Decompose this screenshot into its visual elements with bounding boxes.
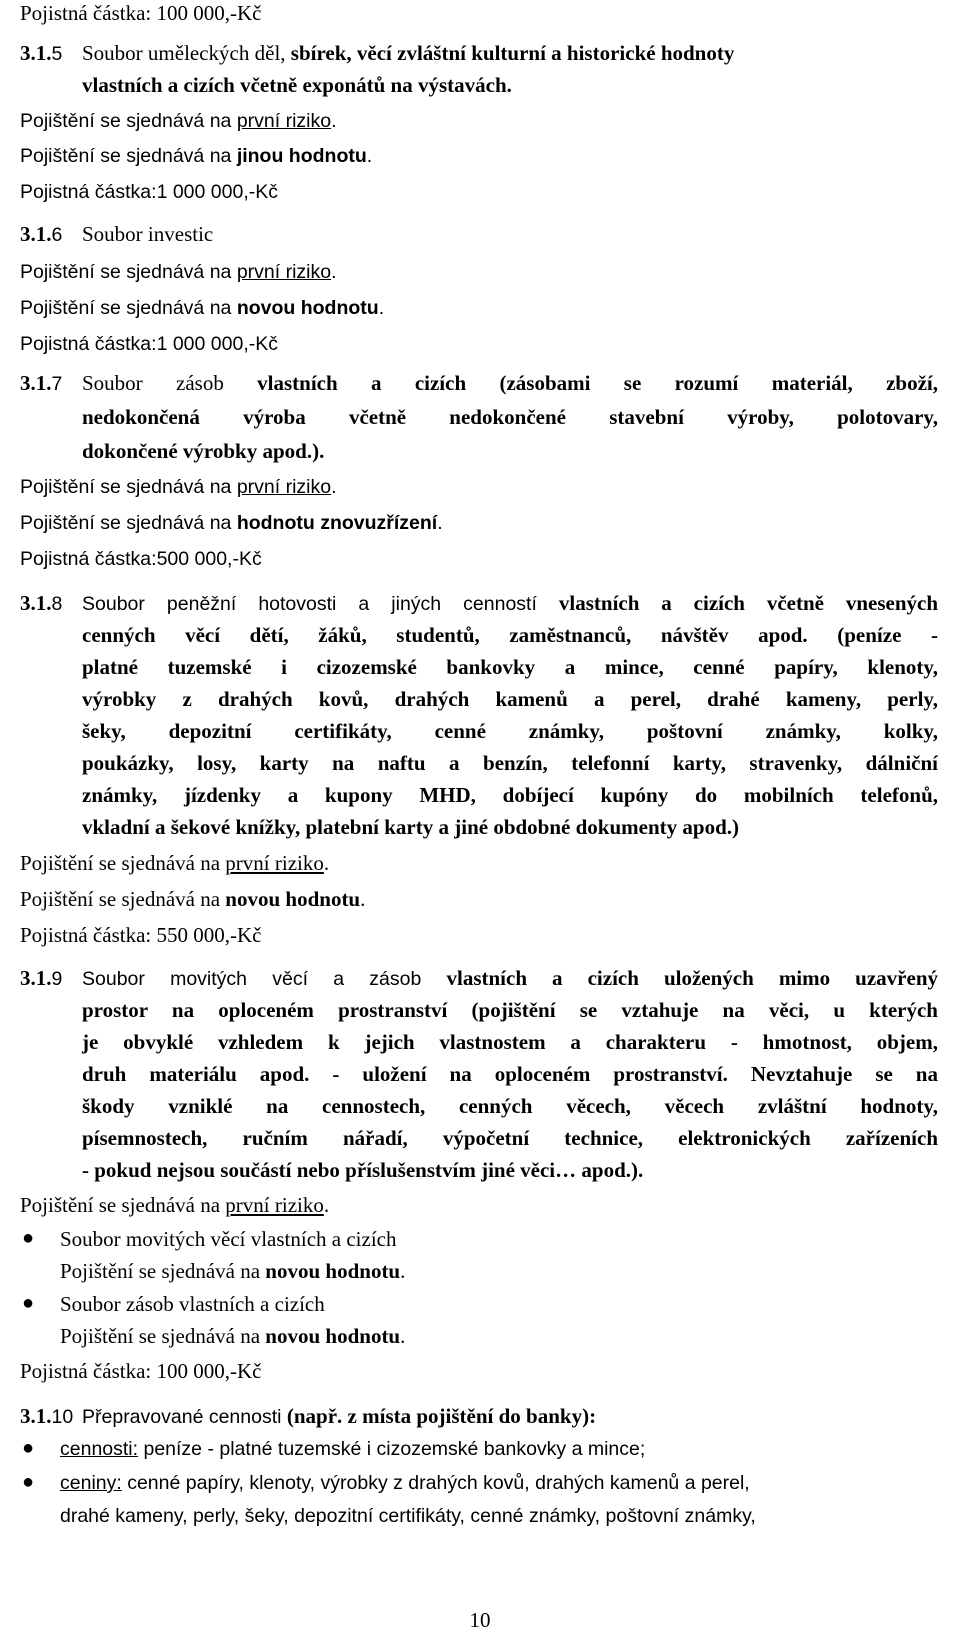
- bullet2-label: ceniny:: [60, 1472, 122, 1494]
- bullet-icon: ●: [22, 1437, 35, 1459]
- section-3-1-8-line6: poukázky, losy, karty na naftu a benzín, telefonní karty, stravenky, dálniční: [82, 751, 938, 775]
- risk-prefix: Pojištění se sjednává na: [20, 851, 226, 875]
- section-3-1-9-line4: druh materiálu apod. - uložení na oploceném prostranství. Nevztahuje se na: [82, 1062, 938, 1086]
- risk-dot: .: [323, 851, 330, 875]
- risk-dot: .: [323, 1193, 330, 1217]
- risk-dot: .: [331, 110, 337, 132]
- section-3-1-8-line8: vkladní a šekové knížky, platební karty a jiné obdobné dokumenty apod.): [82, 815, 739, 839]
- section-number-a: 3.1.: [20, 966, 52, 990]
- risk-prefix: Pojištění se sjednává na: [20, 476, 237, 498]
- value-prefix: Pojištění se sjednává na: [20, 145, 237, 167]
- top-amount-text: Pojistná částka: 100 000,-Kč: [20, 1, 262, 25]
- section-number: [20, 966, 62, 990]
- value-dot: .: [437, 512, 443, 534]
- section-3-1-5-title: [82, 40, 734, 66]
- s318-amount: Pojistná částka: 550 000,-Kč: [20, 923, 262, 947]
- bullet-icon: ●: [22, 1292, 35, 1314]
- value-dot: .: [400, 1259, 406, 1283]
- section-3-1-7-line1: [82, 370, 938, 396]
- section-number-b: 8: [51, 593, 63, 615]
- bullet-icon: ●: [22, 1471, 35, 1493]
- title-bold: sbírek, věcí zvláštní kulturní a historické hodnoty: [290, 41, 735, 65]
- value-dot: .: [400, 1324, 406, 1348]
- section-number-b: 7: [51, 373, 63, 395]
- value-bold: hodnotu znovuzřízení: [236, 512, 438, 534]
- s319-bullet2-title: Soubor zásob vlastních a cizích: [60, 1292, 325, 1316]
- s318-risk-line: [20, 850, 329, 876]
- section-3-1-10-heading: [20, 1403, 73, 1430]
- value-prefix: Pojištění se sjednává na: [20, 512, 237, 534]
- section-3-1-9-line5: škody vzniklé na cennostech, cenných věcech, věcech zvláštní hodnoty,: [82, 1094, 938, 1118]
- value-dot: .: [378, 297, 385, 319]
- s316-value-line: [20, 295, 384, 321]
- section-3-1-9-line2: prostor na oploceném prostranství (pojištění se vztahuje na věci, u kterých: [82, 998, 938, 1022]
- section-3-1-8-line3: platné tuzemské i cizozemské bankovky a mince, cenné papíry, klenoty,: [82, 655, 938, 679]
- section-3-1-9-line3: je obvyklé vzhledem k jejich vlastnostem a charakteru - hmotnost, objem,: [82, 1030, 938, 1054]
- section-number-b: 9: [51, 968, 63, 990]
- s315-value-line: [20, 143, 372, 169]
- section-number-a: 3.1.: [20, 1404, 52, 1428]
- value-bold: novou hodnotu: [265, 1324, 401, 1348]
- t1-plain: Soubor peněžní hotovosti a jiných cenností: [82, 593, 559, 615]
- bullet2-text: cenné papíry, klenoty, výrobky z drahých kovů, drahých kamenů a perel,: [121, 1472, 750, 1494]
- section-number-a: 3.1.: [20, 222, 52, 246]
- section-3-1-9-line1: [82, 965, 938, 992]
- section-number-a: 3.1.: [20, 371, 52, 395]
- section-number: [20, 371, 62, 395]
- value-bold: novou hodnotu: [236, 297, 379, 319]
- s319-amount: Pojistná částka: 100 000,-Kč: [20, 1359, 262, 1383]
- section-number: [20, 1404, 73, 1428]
- t1-plain: Soubor zásob: [82, 371, 258, 395]
- section-3-1-8-line4: výrobky z drahých kovů, drahých kamenů a perel, drahé kameny, perly,: [82, 687, 938, 711]
- risk-prefix: Pojištění se sjednává na: [20, 1193, 226, 1217]
- section-3-1-5-title-line2: vlastních a cizích včetně exponátů na výstavách.: [82, 73, 512, 97]
- section-number-b: 6: [51, 224, 63, 246]
- s3110-bullet1: [60, 1436, 645, 1462]
- value-prefix: Pojištění se sjednává na: [20, 297, 237, 319]
- section-3-1-8-line1: [82, 590, 938, 617]
- bullet-icon: ●: [22, 1227, 35, 1249]
- section-3-1-7-line3: dokončené výrobky apod.).: [82, 439, 325, 463]
- s316-risk-line: [20, 259, 337, 285]
- value-dot: .: [360, 887, 366, 911]
- risk-underlined: první riziko: [225, 1193, 324, 1217]
- risk-underlined: první riziko: [225, 851, 324, 875]
- title-plain: Přepravované cennosti: [82, 1406, 287, 1428]
- s319-bullet1-value: [60, 1258, 405, 1284]
- section-3-1-9-heading: [20, 965, 62, 992]
- title-bold: (např. z místa pojištění do banky):: [286, 1404, 597, 1428]
- bullet1-text: peníze - platné tuzemské i cizozemské bankovky a mince;: [138, 1438, 646, 1460]
- s3110-bullet2: [60, 1470, 750, 1496]
- s319-bullet2-value: [60, 1323, 405, 1349]
- value-dot: .: [366, 145, 373, 167]
- section-number: [20, 222, 62, 246]
- bullet1-label: cennosti:: [60, 1438, 139, 1460]
- s3110-bullet2-line2: drahé kameny, perly, šeky, depozitní certifikáty, cenné známky, poštovní známky,: [60, 1505, 756, 1527]
- section-3-1-7-heading: [20, 370, 62, 397]
- s319-risk-line: [20, 1192, 329, 1218]
- value-bold: novou hodnotu: [265, 1259, 401, 1283]
- s315-risk-line: [20, 108, 337, 134]
- section-number-b: 5: [51, 43, 63, 65]
- risk-dot: .: [331, 261, 337, 283]
- page-number: 10: [469, 1608, 491, 1632]
- section-3-1-8-line5: šeky, depozitní certifikáty, cenné známky, poštovní známky, kolky,: [82, 719, 938, 743]
- risk-underlined: první riziko: [236, 261, 332, 283]
- top-amount: [20, 0, 261, 26]
- section-3-1-9-line7: - pokud nejsou součástí nebo příslušenstvím jiné věci… apod.).: [82, 1158, 644, 1182]
- section-3-1-8-line7: známky, jízdenky a kupony MHD, dobíjecí kupóny do mobilních telefonů,: [82, 783, 938, 807]
- s315-amount: Pojistná částka:1 000 000,-Kč: [20, 181, 278, 203]
- t1-plain: Soubor movitých věcí a zásob: [82, 968, 447, 990]
- section-3-1-9-line6: písemnostech, ručním nářadí, výpočetní technice, elektronických zařízeních: [82, 1126, 938, 1150]
- section-3-1-10-title: [82, 1403, 596, 1430]
- title-plain: Soubor uměleckých děl,: [82, 41, 291, 65]
- section-number: [20, 41, 62, 65]
- value-prefix: Pojištění se sjednává na: [20, 887, 226, 911]
- section-number-a: 3.1.: [20, 591, 52, 615]
- s319-bullet1-title: Soubor movitých věcí vlastních a cizích: [60, 1227, 397, 1251]
- section-3-1-6-heading: [20, 221, 62, 248]
- section-number-a: 3.1.: [20, 41, 52, 65]
- section-3-1-5-heading: [20, 40, 62, 67]
- risk-underlined: první riziko: [236, 110, 332, 132]
- section-3-1-6-title: Soubor investic: [82, 222, 214, 246]
- t1-bold: vlastních a cizích včetně vnesených: [558, 591, 938, 615]
- s317-value-line: [20, 510, 443, 536]
- risk-underlined: první riziko: [236, 476, 332, 498]
- s316-amount: Pojistná částka:1 000 000,-Kč: [20, 333, 278, 355]
- section-3-1-8-heading: [20, 590, 62, 617]
- value-prefix: Pojištění se sjednává na: [60, 1324, 266, 1348]
- value-prefix: Pojištění se sjednává na: [60, 1259, 266, 1283]
- risk-prefix: Pojištění se sjednává na: [20, 261, 237, 283]
- section-3-1-7-line2: nedokončená výroba včetně nedokončené stavební výroby, polotovary,: [82, 405, 938, 429]
- t1-bold: vlastních a cizích uložených mimo uzavřený: [446, 966, 938, 990]
- s317-risk-line: [20, 474, 337, 500]
- t1-bold: vlastních a cizích (zásobami se rozumí materiál, zboží,: [257, 371, 938, 395]
- section-number: [20, 591, 62, 615]
- section-3-1-8-line2: cenných věcí dětí, žáků, studentů, zaměstnanců, návštěv apod. (peníze -: [82, 623, 938, 647]
- s318-value-line: [20, 886, 365, 912]
- risk-prefix: Pojištění se sjednává na: [20, 110, 237, 132]
- section-number-b: 10: [51, 1406, 74, 1428]
- s317-amount: Pojistná částka:500 000,-Kč: [20, 548, 262, 570]
- value-bold: jinou hodnotu: [236, 145, 367, 167]
- risk-dot: .: [331, 476, 337, 498]
- value-bold: novou hodnotu: [225, 887, 361, 911]
